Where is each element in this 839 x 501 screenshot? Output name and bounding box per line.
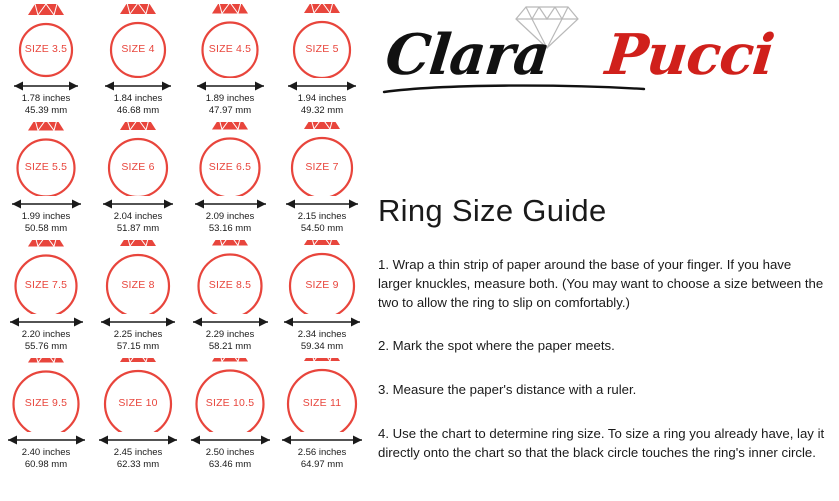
guide-step-1: 1. Wrap a thin strip of paper around the base of your finger. If you have larger knuckles, measure both. (You may want to choose a size between the two to allow the ring to slip on comfortably.): [378, 257, 824, 310]
ring-size-cell[interactable]: [92, 238, 184, 356]
chart-row: [0, 120, 368, 238]
ring-measurement: [114, 93, 163, 116]
ring-size-chart: [0, 0, 368, 501]
ring-illustration: [3, 4, 89, 78]
measurement-mm: 49.32 mm: [300, 104, 344, 116]
ring-measurement: [298, 447, 347, 470]
guide-step-4: 4. Use the chart to determine ring size. To size a ring you already have, lay it directly onto the chart so that the black circle touches the ring's inner circle.: [378, 426, 825, 460]
ring-size-label: SIZE 6: [121, 161, 155, 173]
measurement-inches: 2.40 inches: [21, 447, 71, 458]
ring-illustration: [95, 240, 181, 314]
measure-arrow: [7, 433, 86, 445]
ring-measurement: [114, 329, 163, 352]
guide-step-3: 3. Measure the paper's distance with a ruler.: [378, 382, 637, 397]
ring-illustration: [279, 122, 365, 196]
ring-size-label: SIZE 4.5: [208, 43, 252, 55]
ring-size-cell[interactable]: [0, 238, 92, 356]
ring-measurement: [206, 329, 255, 352]
chart-row: [0, 356, 368, 474]
measurement-inches: 2.25 inches: [113, 329, 163, 340]
ring-size-label: SIZE 10: [118, 397, 158, 409]
ring-illustration: [279, 358, 365, 432]
measurement-mm: 46.68 mm: [116, 104, 160, 116]
ring-size-cell[interactable]: [276, 2, 368, 120]
ring-size-label: SIZE 8.5: [208, 279, 252, 291]
measure-arrow: [190, 433, 271, 445]
measurement-mm: 50.58 mm: [24, 222, 68, 234]
ring-size-cell[interactable]: [0, 2, 92, 120]
ring-size-label: SIZE 6.5: [208, 161, 252, 173]
measure-arrow: [104, 79, 172, 91]
logo-underline-swoosh: [382, 82, 652, 92]
right-panel: [368, 0, 839, 501]
measure-arrow: [283, 315, 361, 327]
measurement-inches: 2.04 inches: [113, 211, 163, 222]
measurement-inches: 1.99 inches: [21, 211, 71, 222]
measurement-mm: 51.87 mm: [116, 222, 160, 234]
ring-size-cell[interactable]: [276, 120, 368, 238]
ring-illustration: [3, 240, 89, 314]
ring-size-cell[interactable]: [276, 356, 368, 474]
measurement-mm: 63.46 mm: [208, 458, 252, 470]
ring-size-cell[interactable]: [184, 120, 276, 238]
ring-size-cell[interactable]: [0, 120, 92, 238]
measurement-inches: 2.09 inches: [205, 211, 255, 222]
measure-arrow: [100, 315, 176, 327]
measurement-inches: 2.29 inches: [205, 329, 255, 340]
brand-last-name: Pucci: [602, 22, 777, 88]
ring-measurement: [114, 211, 163, 234]
ring-illustration: [95, 122, 181, 196]
ring-size-label: SIZE 9.5: [24, 397, 68, 409]
measure-arrow: [287, 79, 357, 91]
ring-size-cell[interactable]: [92, 120, 184, 238]
measurement-mm: 60.98 mm: [24, 458, 68, 470]
measurement-mm: 47.97 mm: [208, 104, 252, 116]
ring-size-label: SIZE 9: [305, 279, 339, 291]
ring-measurement: [22, 447, 71, 470]
ring-illustration: [279, 4, 365, 78]
ring-illustration: [187, 358, 273, 432]
measurement-inches: 2.50 inches: [205, 447, 255, 458]
ring-illustration: [187, 240, 273, 314]
ring-illustration: [3, 358, 89, 432]
ring-size-cell[interactable]: [276, 238, 368, 356]
measurement-inches: 1.78 inches: [21, 93, 71, 104]
measurement-inches: 1.94 inches: [297, 93, 347, 104]
ring-size-cell[interactable]: [184, 2, 276, 120]
measurement-mm: 55.76 mm: [24, 340, 68, 352]
measurement-inches: 1.84 inches: [113, 93, 163, 104]
ring-size-label: SIZE 7: [305, 161, 339, 173]
ring-size-label: SIZE 5.5: [24, 161, 68, 173]
ring-measurement: [298, 329, 347, 352]
measure-arrow: [196, 79, 265, 91]
ring-illustration: [95, 358, 181, 432]
ring-measurement: [22, 329, 71, 352]
brand-logo: [374, 4, 834, 104]
measure-arrow: [281, 433, 363, 445]
ring-measurement: [206, 93, 255, 116]
ring-measurement: [206, 211, 255, 234]
measurement-mm: 64.97 mm: [300, 458, 344, 470]
measurement-mm: 54.50 mm: [300, 222, 344, 234]
ring-size-label: SIZE 5: [305, 43, 339, 55]
ring-size-cell[interactable]: [184, 238, 276, 356]
measurement-inches: 1.89 inches: [205, 93, 255, 104]
ring-measurement: [298, 211, 347, 234]
ring-illustration: [187, 4, 273, 78]
measurement-inches: 2.20 inches: [21, 329, 71, 340]
ring-illustration: [3, 122, 89, 196]
measurement-mm: 53.16 mm: [208, 222, 252, 234]
measurement-inches: 2.34 inches: [297, 329, 347, 340]
brand-first-name: Clara: [382, 22, 553, 88]
measure-arrow: [194, 197, 267, 209]
measure-arrow: [11, 197, 82, 209]
ring-measurement: [298, 93, 347, 116]
measurement-mm: 45.39 mm: [24, 104, 68, 116]
ring-illustration: [187, 122, 273, 196]
ring-size-label: SIZE 8: [121, 279, 155, 291]
ring-size-label: SIZE 7.5: [24, 279, 68, 291]
ring-size-cell[interactable]: [92, 2, 184, 120]
measure-arrow: [9, 315, 84, 327]
ring-measurement: [114, 447, 163, 470]
ring-measurement: [22, 93, 71, 116]
page-title: Ring Size Guide: [378, 193, 607, 228]
ring-size-cell[interactable]: [0, 356, 92, 474]
measurement-mm: 58.21 mm: [208, 340, 252, 352]
ring-size-label: SIZE 4: [121, 43, 155, 55]
measure-arrow: [102, 197, 174, 209]
chart-row: [0, 238, 368, 356]
measurement-inches: 2.15 inches: [297, 211, 347, 222]
ring-size-label: SIZE 11: [302, 397, 342, 409]
measurement-inches: 2.56 inches: [297, 447, 347, 458]
measure-arrow: [98, 433, 178, 445]
measurement-mm: 57.15 mm: [116, 340, 160, 352]
measure-arrow: [192, 315, 269, 327]
measurement-inches: 2.45 inches: [113, 447, 163, 458]
chart-row: [0, 2, 368, 120]
ring-measurement: [22, 211, 71, 234]
measurement-mm: 62.33 mm: [116, 458, 160, 470]
ring-measurement: [206, 447, 255, 470]
measure-arrow: [13, 79, 79, 91]
measure-arrow: [285, 197, 359, 209]
measurement-mm: 59.34 mm: [300, 340, 344, 352]
ring-size-cell[interactable]: [92, 356, 184, 474]
ring-size-cell[interactable]: [184, 356, 276, 474]
ring-size-label: SIZE 10.5: [205, 397, 255, 409]
ring-illustration: [279, 240, 365, 314]
ring-size-label: SIZE 3.5: [24, 43, 68, 55]
guide-step-2: 2. Mark the spot where the paper meets.: [378, 338, 615, 353]
ring-illustration: [95, 4, 181, 78]
